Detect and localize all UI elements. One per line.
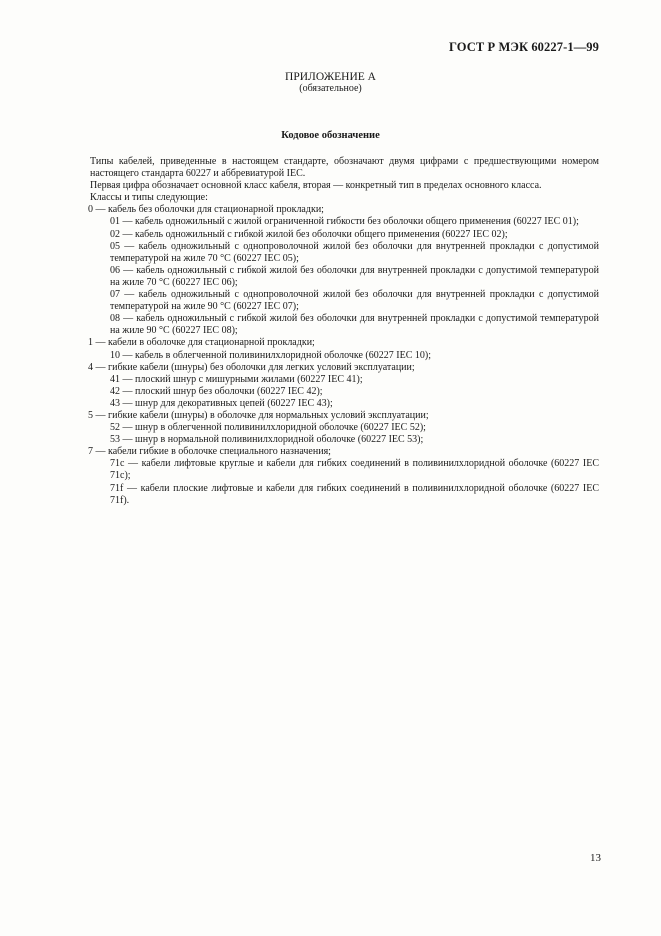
type-53: 53 — шнур в нормальной поливинилхлоридной оболочке (60227 IEC 53); (110, 434, 424, 446)
document-header: ГОСТ Р МЭК 60227-1—99 (449, 40, 599, 54)
page-number: 13 (590, 852, 601, 864)
class-5-label: 5 — гибкие кабели (шнуры) в оболочке для нормальных условий эксплуатации; (88, 409, 429, 421)
type-42: 42 — плоский шнур без оболочки (60227 IEC 42); (110, 385, 323, 397)
section-title: Кодовое обозначение (281, 130, 380, 141)
annex-subtitle: (обязательное) (299, 83, 362, 94)
type-08: 08 — кабель одножильный с гибкой жилой без оболочки для внутренней прокладки с допустимой температурой на жиле 90 °С (60227 IEC 08); (110, 313, 599, 337)
document-body (90, 156, 599, 507)
intro-paragraph: Типы кабелей, приведенные в настоящем стандарте, обозначают двумя цифрами с предшествующими номером настоящего стандарта 60227 и аббревиатурой IEC. (90, 156, 599, 180)
class-0-label: 0 — кабель без оболочки для стационарной прокладки; (88, 204, 324, 216)
class-7-label: 7 — кабели гибкие в оболочке специального назначения; (88, 446, 331, 458)
class-4-label: 4 — гибкие кабели (шнуры) без оболочки для легких условий эксплуатации; (88, 361, 415, 373)
type-02: 02 — кабель одножильный с гибкой жилой без оболочки общего применения (60227 IEC 02); (110, 228, 508, 240)
digit-explanation-paragraph: Первая цифра обозначает основной класс кабеля, вторая — конкретный тип в пределах основного класса. (90, 180, 542, 192)
type-07: 07 — кабель одножильный с однопроволочной жилой без оболочки для внутренней прокладки с допустимой температурой на жиле 90 °С (60227 IEC 07); (110, 289, 599, 313)
type-41: 41 — плоский шнур с мишурными жилами (60227 IEC 41); (110, 373, 363, 385)
type-10: 10 — кабель в облегченной поливинилхлоридной оболочке (60227 IEC 10); (110, 349, 431, 361)
annex-title: ПРИЛОЖЕНИЕ А (285, 71, 376, 83)
type-05: 05 — кабель одножильный с однопроволочной жилой без оболочки для внутренней прокладки с допустимой температурой на жиле 70 °С (60227 IEC 05); (110, 240, 599, 264)
type-43: 43 — шнур для декоративных цепей (60227 IEC 43); (110, 397, 333, 409)
type-71f: 71f — кабели плоские лифтовые и кабели для гибких соединений в поливинилхлоридной оболочке (60227 IEC 71f). (110, 482, 599, 506)
classes-intro: Классы и типы следующие: (90, 192, 208, 204)
type-06: 06 — кабель одножильный с гибкой жилой без оболочки для внутренней прокладки с допустимой температурой на жиле 70 °С (60227 IEC 06); (110, 264, 599, 288)
class-1-label: 1 — кабели в оболочке для стационарной прокладки; (88, 337, 315, 349)
type-52: 52 — шнур в облегченной поливинилхлоридной оболочке (60227 IEC 52); (110, 422, 426, 434)
type-71c: 71c — кабели лифтовые круглые и кабели для гибких соединений в поливинилхлоридной оболочке (60227 IEC 71c); (110, 458, 599, 482)
type-01: 01 — кабель одножильный с жилой ограниченной гибкости без оболочки общего применения (60227 IEC 01); (110, 216, 579, 228)
